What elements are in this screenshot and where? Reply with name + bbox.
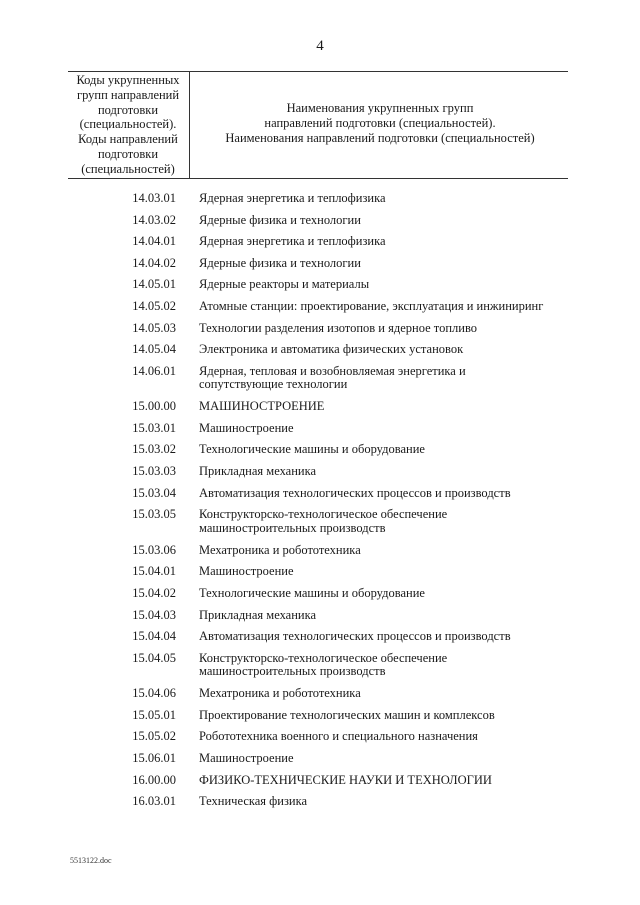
row-code: 15.03.02 (132, 442, 176, 457)
row-code: 15.04.06 (132, 686, 176, 701)
row-name: Машиностроение (199, 564, 294, 579)
row-code: 15.03.04 (132, 485, 176, 500)
row-code: 15.03.01 (132, 420, 176, 435)
table-row (0, 214, 640, 236)
table-row (0, 322, 640, 344)
table-row (0, 422, 640, 444)
table-row (0, 587, 640, 609)
table-row (0, 508, 640, 544)
row-code: 14.03.02 (132, 212, 176, 227)
table-row (0, 443, 640, 465)
table-row (0, 687, 640, 709)
row-code: 15.03.06 (132, 542, 176, 557)
table-row (0, 652, 640, 688)
table-row (0, 565, 640, 587)
row-name: Конструкторско-технологическое обеспечение машиностроительных производств (199, 650, 448, 679)
row-name: Ядерная, тепловая и возобновляемая энергетика и сопутствующие технологии (199, 363, 466, 392)
row-code: 15.04.01 (132, 564, 176, 579)
row-name: Ядерные реакторы и материалы (199, 277, 370, 292)
table-row (0, 278, 640, 300)
row-name: Машиностроение (199, 420, 294, 435)
row-code: 15.04.05 (132, 650, 176, 665)
row-code: 15.06.01 (132, 750, 176, 765)
table-row (0, 730, 640, 752)
table-row (0, 400, 640, 422)
table-header-names: Наименования укрупненных групп направлений подготовки (специальностей). Наименования направлений подготовки (специальностей) (225, 101, 535, 145)
row-name: Атомные станции: проектирование, эксплуатация и инжиниринг (199, 298, 544, 313)
table-row (0, 235, 640, 257)
row-name: Прикладная механика (199, 607, 317, 622)
row-name: Технологии разделения изотопов и ядерное топливо (199, 320, 478, 335)
row-code: 15.04.03 (132, 607, 176, 622)
page-number: 4 (316, 38, 324, 54)
row-name: Техническая физика (199, 794, 308, 809)
table-row (0, 544, 640, 566)
table-column-divider (189, 71, 190, 178)
row-code: 14.03.01 (132, 191, 176, 205)
footer-filename: 5513122.doc (70, 856, 112, 865)
table-row (0, 487, 640, 509)
table-row (0, 609, 640, 631)
table-row (0, 343, 640, 365)
table-row (0, 752, 640, 774)
table-row (0, 774, 640, 796)
table-row (0, 795, 640, 817)
row-code: 15.03.03 (132, 464, 176, 479)
row-code: 14.05.02 (132, 298, 176, 313)
row-name: Робототехника военного и специального назначения (199, 729, 478, 744)
row-name: Ядерная энергетика и теплофизика (199, 191, 386, 205)
row-name: Электроника и автоматика физических установок (199, 342, 464, 357)
table-top-rule (68, 71, 568, 72)
row-code: 15.05.01 (132, 707, 176, 722)
row-code: 16.03.01 (132, 794, 176, 809)
row-code: 14.05.04 (132, 342, 176, 357)
table-row (0, 365, 640, 401)
row-code: 14.05.03 (132, 320, 176, 335)
table-body (0, 192, 640, 817)
row-code: 15.00.00 (132, 399, 176, 414)
row-name: ФИЗИКО-ТЕХНИЧЕСКИЕ НАУКИ И ТЕХНОЛОГИИ (199, 772, 492, 787)
row-code: 15.03.05 (132, 507, 176, 522)
table-header-bottom-rule (68, 178, 568, 179)
table-row (0, 630, 640, 652)
row-name: Ядерные физика и технологии (199, 212, 361, 227)
row-name: Машиностроение (199, 750, 294, 765)
row-code: 14.06.01 (132, 363, 176, 378)
row-code: 16.00.00 (132, 772, 176, 787)
row-code: 14.05.01 (132, 277, 176, 292)
row-name: Автоматизация технологических процессов и производств (199, 485, 511, 500)
row-name: Ядерная энергетика и теплофизика (199, 234, 386, 249)
row-code: 15.04.04 (132, 629, 176, 644)
row-name: МАШИНОСТРОЕНИЕ (199, 399, 325, 414)
row-name: Проектирование технологических машин и комплексов (199, 707, 495, 722)
row-code: 15.04.02 (132, 585, 176, 600)
row-name: Конструкторско-технологическое обеспечение машиностроительных производств (199, 507, 448, 535)
table-row (0, 192, 640, 214)
table-row (0, 300, 640, 322)
row-name: Мехатроника и робототехника (199, 542, 361, 557)
table-row (0, 257, 640, 279)
row-code: 14.04.02 (132, 255, 176, 270)
row-name: Мехатроника и робототехника (199, 686, 361, 701)
row-code: 14.04.01 (132, 234, 176, 249)
row-name: Ядерные физика и технологии (199, 255, 361, 270)
table-row (0, 709, 640, 731)
row-name: Технологические машины и оборудование (199, 585, 425, 600)
row-code: 15.05.02 (132, 729, 176, 744)
row-name: Технологические машины и оборудование (199, 442, 425, 457)
table-header-codes: Коды укрупненных групп направлений подготовки (специальностей). Коды направлений подготовки (специальностей) (76, 73, 180, 176)
row-name: Прикладная механика (199, 464, 317, 479)
table-row (0, 465, 640, 487)
row-name: Автоматизация технологических процессов и производств (199, 629, 511, 644)
